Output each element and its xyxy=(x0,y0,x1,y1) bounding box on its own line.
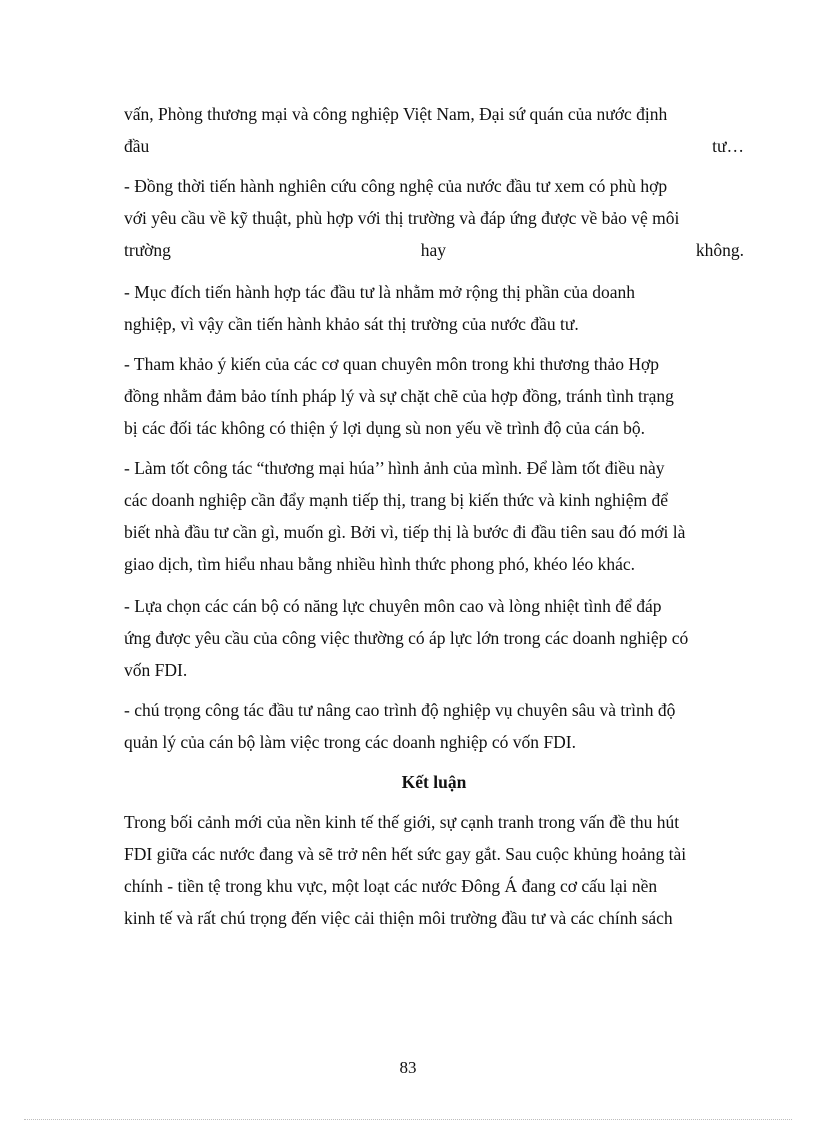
text-line: vấn, Phòng thương mại và công nghiệp Việt Nam, Đại sứ quán của nước định xyxy=(124,104,668,124)
text-line: - Đồng thời tiến hành nghiên cứu công nghệ của nước đầu tư xem có phù hợp xyxy=(124,176,668,196)
section-heading: Kết luận xyxy=(401,772,467,792)
text-line: đồng nhằm đảm bảo tính pháp lý và sự chặt chẽ của hợp đồng, tránh tình trạng xyxy=(124,386,674,406)
text-line xyxy=(124,130,744,162)
word: tư… xyxy=(712,136,744,156)
bullet-paragraph-technology xyxy=(124,170,744,266)
word: hay xyxy=(420,240,447,260)
text-line: FDI giữa các nước đang và sẽ trở nên hết sức gay gắt. Sau cuộc khủng hoảng tài xyxy=(124,844,687,864)
text-line: ứng được yêu cầu của công việc thường có áp lực lớn trong các doanh nghiệp có xyxy=(124,628,689,648)
text-line: - chú trọng công tác đầu tư nâng cao trình độ nghiệp vụ chuyên sâu và trình độ xyxy=(124,700,676,720)
text-line: giao dịch, tìm hiểu nhau bằng nhiều hình thức phong phó, khéo léo khác. xyxy=(124,554,636,574)
word: không. xyxy=(695,240,744,260)
bullet-paragraph-marketing xyxy=(124,452,744,580)
text-line: Trong bối cảnh mới của nền kinh tế thế giới, sự cạnh tranh trong vấn đề thu hút xyxy=(124,812,680,832)
text-line: với yêu cầu về kỹ thuật, phù hợp với thị trường và đáp ứng được về bảo vệ môi xyxy=(124,208,680,228)
text-line: biết nhà đầu tư cần gì, muốn gì. Bởi vì, tiếp thị là bước đi đầu tiên sau đó mới là xyxy=(124,522,686,542)
text-line: vốn FDI. xyxy=(124,660,188,680)
text-line: - Tham khảo ý kiến của các cơ quan chuyên môn trong khi thương thảo Hợp xyxy=(124,354,660,374)
text-line: kinh tế và rất chú trọng đến việc cải thiện môi trường đầu tư và các chính sách xyxy=(124,908,673,928)
bullet-paragraph-training xyxy=(124,694,744,758)
text-line: quản lý của cán bộ làm việc trong các doanh nghiệp có vốn FDI. xyxy=(124,732,576,752)
text-line: nghiệp, vì vậy cần tiến hành khảo sát thị trường của nước đầu tư. xyxy=(124,314,579,334)
word: trường xyxy=(124,240,171,260)
text-line: bị các đối tác không có thiện ý lợi dụng sù non yếu về trình độ của cán bộ. xyxy=(124,418,646,438)
bullet-paragraph-market xyxy=(124,276,744,340)
bullet-paragraph-consultation xyxy=(124,348,744,444)
text-line: chính - tiền tệ trong khu vực, một loạt các nước Đông Á đang cơ cấu lại nền xyxy=(124,876,658,896)
bullet-paragraph-staff xyxy=(124,590,744,686)
page-number: 83 xyxy=(399,1058,417,1077)
text-line: các doanh nghiệp cần đẩy mạnh tiếp thị, trang bị kiến thức và kinh nghiệm để xyxy=(124,490,669,510)
text-line xyxy=(124,234,744,266)
text-line: - Làm tốt công tác “thương mại húa’’ hình ảnh của mình. Để làm tốt điều này xyxy=(124,458,665,478)
word: đầu xyxy=(124,136,150,156)
paragraph-continuation xyxy=(124,98,744,162)
conclusion-paragraph xyxy=(124,806,744,934)
text-line: - Mục đích tiến hành hợp tác đầu tư là nhằm mở rộng thị phần của doanh xyxy=(124,282,636,302)
footer-dotted-divider xyxy=(24,1119,792,1120)
text-line: - Lựa chọn các cán bộ có năng lực chuyên môn cao và lòng nhiệt tình để đáp xyxy=(124,596,662,616)
